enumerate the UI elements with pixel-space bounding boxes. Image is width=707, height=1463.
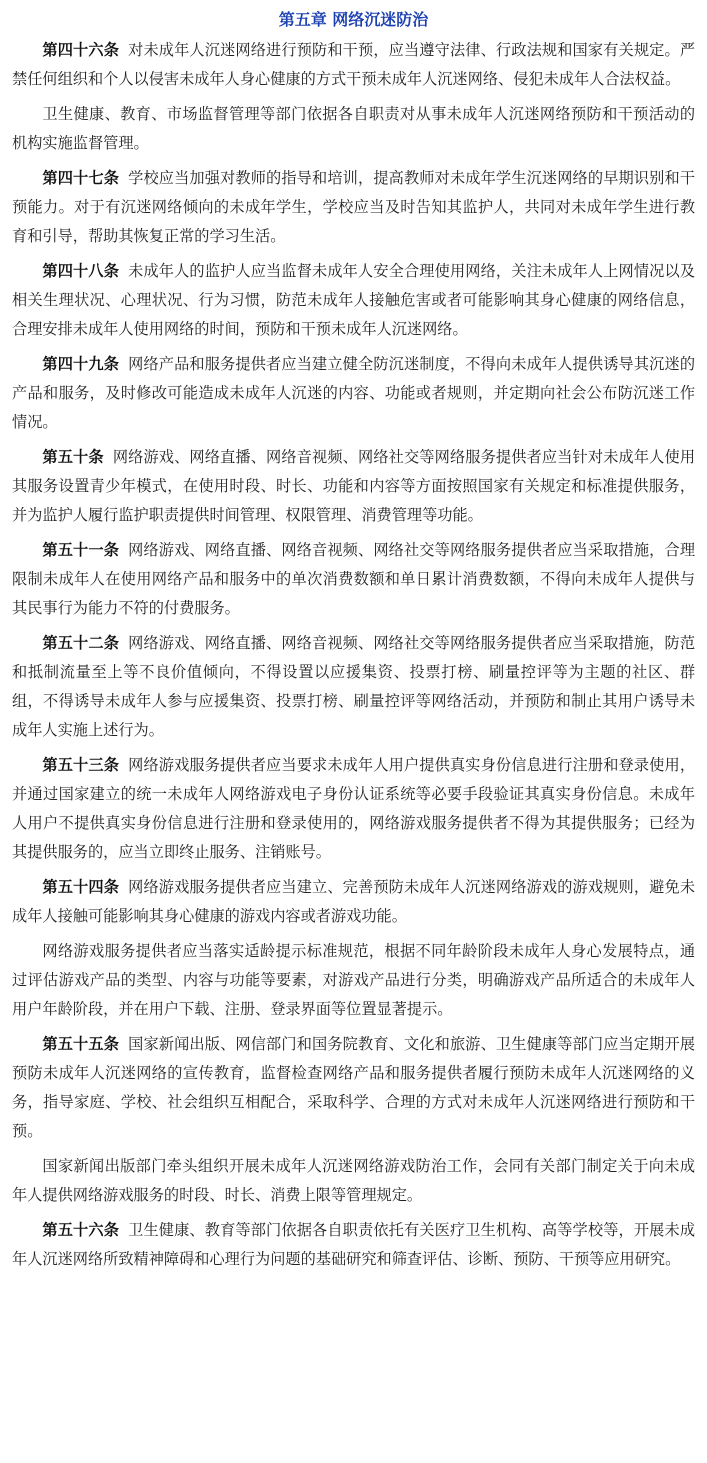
article-number: 第五十条 (42, 448, 104, 466)
article-text: 网络游戏服务提供者应当落实适龄提示标准规范，根据不同年龄阶段未成年人身心发展特点，通过评估游戏产品的类型、内容与功能等要素，对游戏产品进行分类，明确游戏产品所适合的未成年人用户年龄阶段，并在用户下载、注册、登录界面等位置显著提示。 (12, 942, 695, 1018)
article-text: 国家新闻出版部门牵头组织开展未成年人沉迷网络游戏防治工作，会同有关部门制定关于向未成年人提供网络游戏服务的时段、时长、消费上限等管理规定。 (12, 1157, 695, 1204)
article-number: 第五十四条 (42, 878, 120, 896)
article-number: 第四十七条 (42, 169, 120, 187)
article-text: 学校应当加强对教师的指导和培训，提高教师对未成年学生沉迷网络的早期识别和干预能力。对于有沉迷网络倾向的未成年学生，学校应当及时告知其监护人，共同对未成年学生进行教育和引导，帮助其恢复正常的学习生活。 (12, 169, 696, 245)
article-paragraph (12, 164, 695, 251)
article-text: 网络游戏、网络直播、网络音视频、网络社交等网络服务提供者应当采取措施，合理限制未成年人在使用网络产品和服务中的单次消费数额和单日累计消费数额，不得向未成年人提供与其民事行为能力不符的付费服务。 (12, 541, 696, 617)
article-paragraph (12, 350, 695, 437)
article-paragraph (12, 257, 695, 344)
article-paragraph (12, 536, 695, 623)
article-text: 国家新闻出版、网信部门和国务院教育、文化和旅游、卫生健康等部门应当定期开展预防未成年人沉迷网络的宣传教育，监督检查网络产品和服务提供者履行预防未成年人沉迷网络的义务，指导家庭、学校、社会组织互相配合，采取科学、合理的方式对未成年人沉迷网络进行预防和干预。 (12, 1035, 696, 1140)
article-text: 网络游戏服务提供者应当要求未成年人用户提供真实身份信息进行注册和登录使用，并通过国家建立的统一未成年人网络游戏电子身份认证系统等必要手段验证其真实身份信息。未成年人用户不提供真实身份信息进行注册和登录使用的，网络游戏服务提供者不得为其提供服务；已经为其提供服务的，应当立即终止服务、注销账号。 (12, 756, 696, 861)
article-text: 未成年人的监护人应当监督未成年人安全合理使用网络，关注未成年人上网情况以及相关生理状况、心理状况、行为习惯，防范未成年人接触危害或者可能影响其身心健康的网络信息，合理安排未成年人使用网络的时间，预防和干预未成年人沉迷网络。 (12, 262, 696, 338)
article-text: 网络游戏服务提供者应当建立、完善预防未成年人沉迷网络游戏的游戏规则，避免未成年人接触可能影响其身心健康的游戏内容或者游戏功能。 (12, 878, 696, 925)
article-number: 第四十六条 (42, 41, 120, 59)
article-paragraph (12, 100, 695, 158)
article-paragraph (12, 1030, 695, 1146)
article-text: 网络游戏、网络直播、网络音视频、网络社交等网络服务提供者应当针对未成年人使用其服务设置青少年模式，在使用时段、时长、功能和内容等方面按照国家有关规定和标准提供服务，并为监护人履行监护职责提供时间管理、权限管理、消费管理等功能。 (12, 448, 696, 524)
chapter-title: 第五章 网络沉迷防治 (278, 10, 429, 29)
article-text: 卫生健康、教育等部门依据各自职责依托有关医疗卫生机构、高等学校等，开展未成年人沉迷网络所致精神障碍和心理行为问题的基础研究和筛查评估、诊断、预防、干预等应用研究。 (12, 1221, 696, 1268)
article-number: 第五十三条 (42, 756, 120, 774)
article-paragraph (12, 1216, 695, 1274)
article-paragraph (12, 751, 695, 867)
article-paragraph (12, 36, 695, 94)
article-text: 对未成年人沉迷网络进行预防和干预，应当遵守法律、行政法规和国家有关规定。严禁任何组织和个人以侵害未成年人身心健康的方式干预未成年人沉迷网络、侵犯未成年人合法权益。 (12, 41, 696, 88)
article-number: 第四十八条 (42, 262, 120, 280)
article-number: 第五十五条 (42, 1035, 120, 1053)
article-text: 网络游戏、网络直播、网络音视频、网络社交等网络服务提供者应当采取措施，防范和抵制流量至上等不良价值倾向，不得设置以应援集资、投票打榜、刷量控评等为主题的社区、群组，不得诱导未成年人参与应援集资、投票打榜、刷量控评等网络活动，并预防和制止其用户诱导未成年人实施上述行为。 (12, 634, 696, 739)
article-text: 网络产品和服务提供者应当建立健全防沉迷制度，不得向未成年人提供诱导其沉迷的产品和服务，及时修改可能造成未成年人沉迷的内容、功能或者规则，并定期向社会公布防沉迷工作情况。 (12, 355, 696, 431)
article-number: 第五十一条 (42, 541, 120, 559)
article-paragraph (12, 629, 695, 745)
article-number: 第五十六条 (42, 1221, 120, 1239)
article-paragraph (12, 937, 695, 1024)
article-list (12, 36, 695, 1274)
article-paragraph (12, 443, 695, 530)
article-number: 第五十二条 (42, 634, 120, 652)
article-paragraph (12, 1152, 695, 1210)
article-paragraph (12, 873, 695, 931)
article-number: 第四十九条 (42, 355, 120, 373)
article-text: 卫生健康、教育、市场监督管理等部门依据各自职责对从事未成年人沉迷网络预防和干预活动的机构实施监督管理。 (12, 105, 695, 152)
